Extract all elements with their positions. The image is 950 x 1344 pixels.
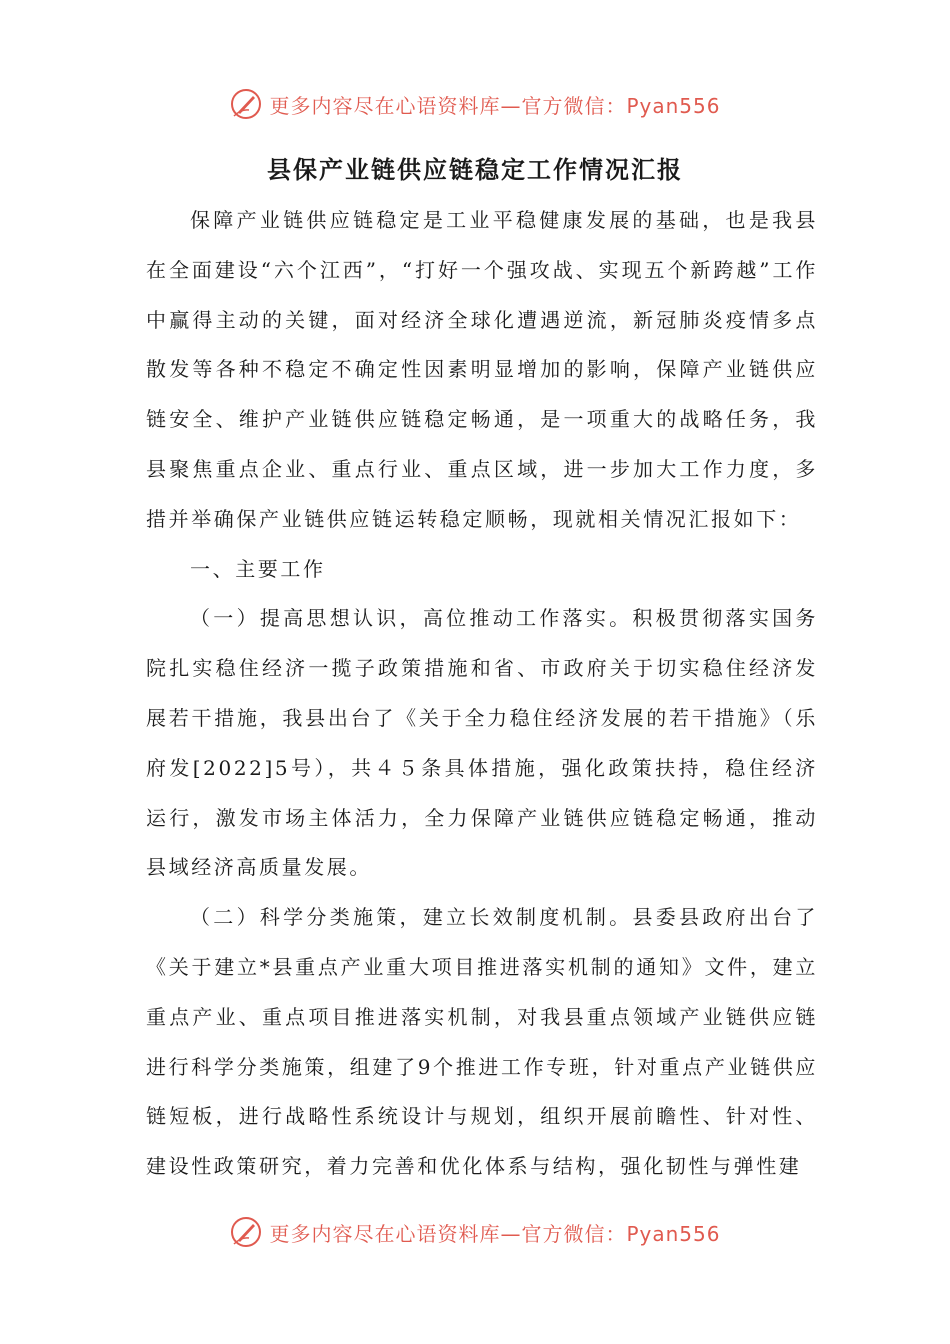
- paragraph-item-2: （二）科学分类施策，建立长效制度机制。县委县政府出台了《关于建立*县重点产业重大项目推进落实机制的通知》文件，建立重点产业、重点项目推进落实机制，对我县重点领域产业链供应链进行科学分类施策，组建了9个推进工作专班，针对重点产业链供应链短板，进行战略性系统设计与规划，组织开展前瞻性、针对性、建设性政策研究，着力完善和优化体系与结构，强化韧性与弹性建: [146, 905, 818, 1179]
- quill-circle-icon: [229, 87, 263, 121]
- document-body: [146, 196, 818, 1192]
- footer-banner: [0, 1212, 950, 1252]
- paragraph-item-1: （一）提高思想认识，高位推动工作落实。积极贯彻落实国务院扎实稳住经济一揽子政策措施和省、市政府关于切实稳住经济发展若干措施，我县出台了《关于全力稳住经济发展的若干措施》（乐府发[2022]5号），共４５条具体措施，强化政策扶持，稳住经济运行，激发市场主体活力，全力保障产业链供应链稳定畅通，推动县域经济高质量发展。: [146, 606, 818, 880]
- header-banner: [0, 84, 950, 124]
- paragraph-intro: 保障产业链供应链稳定是工业平稳健康发展的基础，也是我县在全面建设“六个江西”，“打好一个强攻战、实现五个新跨越”工作中赢得主动的关键，面对经济全球化遭遇逆流，新冠肺炎疫情多点散发等各种不稳定不确定性因素明显增加的影响，保障产业链供应链安全、维护产业链供应链稳定畅通，是一项重大的战略任务，我县聚焦重点企业、重点行业、重点区域，进一步加大工作力度，多措并举确保产业链供应链运转稳定顺畅，现就相关情况汇报如下：: [146, 208, 818, 531]
- banner-text: 更多内容尽在心语资料库—官方微信：Pyan556: [269, 93, 721, 118]
- quill-circle-icon: [229, 1215, 263, 1249]
- section-heading: 一、主要工作: [190, 556, 326, 581]
- footer-banner-text: 更多内容尽在心语资料库—官方微信：Pyan556: [269, 1221, 721, 1246]
- document-title: 县保产业链供应链稳定工作情况汇报: [267, 156, 683, 184]
